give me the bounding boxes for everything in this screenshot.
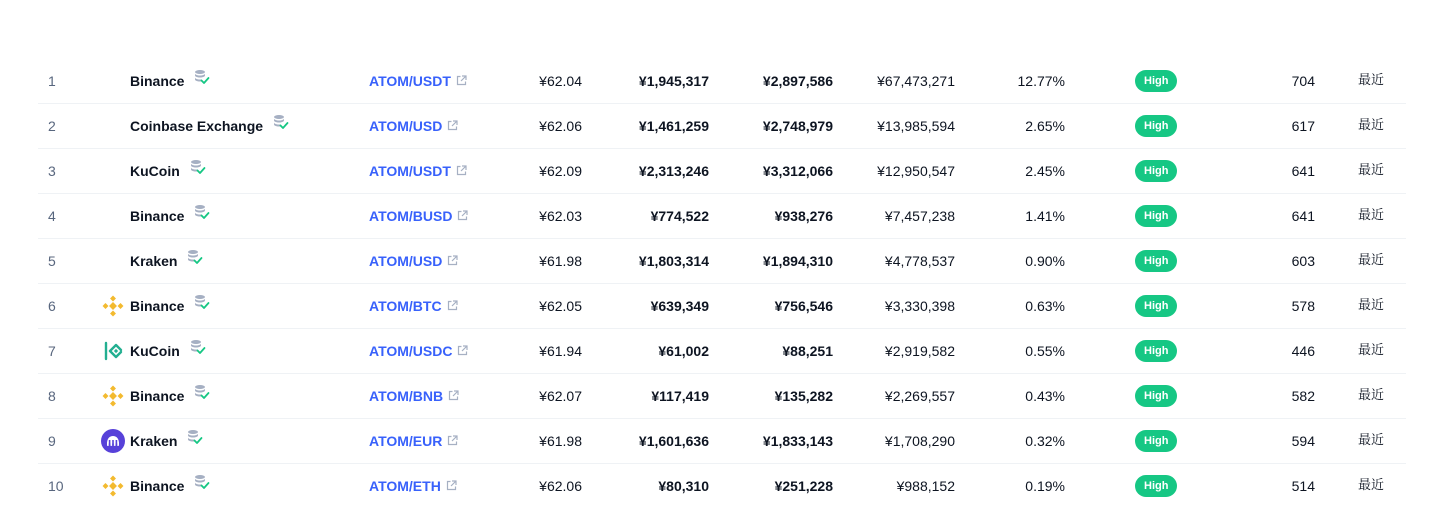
confidence-cell — [1135, 419, 1177, 463]
table-row[interactable] — [38, 329, 1406, 374]
confidence-cell — [1135, 149, 1177, 193]
table-row[interactable] — [38, 374, 1406, 419]
confidence-cell — [1135, 59, 1177, 103]
exchange-name[interactable]: Binance — [130, 298, 185, 314]
pair-link[interactable] — [369, 59, 467, 103]
table-row[interactable] — [38, 284, 1406, 329]
depth-plus-2pct-cell: ¥1,803,314 — [638, 253, 709, 269]
exchange-name[interactable]: Binance — [130, 73, 185, 89]
verified-exchange-icon — [192, 59, 210, 103]
pair-label[interactable]: ATOM/BNB — [369, 388, 444, 404]
volume-24h-cell: ¥7,457,238 — [884, 208, 955, 224]
exchange-name-cell[interactable] — [130, 194, 210, 238]
updated-cell: 最近 — [1357, 253, 1384, 268]
table-row[interactable] — [38, 464, 1406, 509]
depth-plus-2pct-cell: ¥2,313,246 — [638, 163, 709, 179]
pair-label[interactable]: ATOM/USDC — [369, 343, 453, 359]
binance-logo-icon — [101, 474, 125, 498]
confidence-badge: High — [1135, 160, 1177, 182]
rank-cell: 2 — [48, 118, 56, 134]
rank-cell: 7 — [48, 343, 56, 359]
rank-cell: 4 — [48, 208, 56, 224]
table-row[interactable] — [38, 239, 1406, 284]
external-link-icon[interactable] — [448, 374, 459, 418]
depth-minus-2pct-cell: ¥2,897,586 — [762, 73, 833, 89]
verified-exchange-icon — [188, 149, 206, 193]
volume-24h-cell: ¥4,778,537 — [884, 253, 955, 269]
depth-minus-2pct-cell: ¥938,276 — [774, 208, 833, 224]
exchange-name-cell[interactable] — [130, 104, 289, 148]
rank-cell: 1 — [48, 73, 56, 89]
liquidity-score-cell: 446 — [1291, 343, 1315, 359]
volume-percent-cell: 1.41% — [1025, 208, 1065, 224]
volume-24h-cell: ¥12,950,547 — [877, 163, 955, 179]
rank-cell: 8 — [48, 388, 56, 404]
liquidity-score-cell: 704 — [1291, 73, 1315, 89]
liquidity-score-cell: 594 — [1291, 433, 1315, 449]
pair-link[interactable] — [369, 329, 468, 373]
pair-label[interactable]: ATOM/BUSD — [369, 208, 453, 224]
confidence-badge: High — [1135, 340, 1177, 362]
exchange-name[interactable]: Kraken — [130, 253, 178, 269]
pair-link[interactable] — [369, 419, 458, 463]
exchange-name-cell[interactable] — [130, 149, 206, 193]
volume-percent-cell: 12.77% — [1017, 73, 1065, 89]
pair-link[interactable] — [369, 374, 459, 418]
markets-table — [38, 59, 1406, 509]
verified-exchange-icon — [188, 329, 206, 373]
exchange-name[interactable]: Binance — [130, 478, 185, 494]
updated-cell: 最近 — [1357, 208, 1384, 223]
confidence-badge: High — [1135, 385, 1177, 407]
exchange-name[interactable]: KuCoin — [130, 343, 180, 359]
depth-plus-2pct-cell: ¥1,601,636 — [638, 433, 709, 449]
exchange-name[interactable]: KuCoin — [130, 163, 180, 179]
depth-plus-2pct-cell: ¥61,002 — [658, 343, 709, 359]
verified-exchange-icon — [192, 374, 210, 418]
exchange-logo[interactable] — [101, 329, 125, 373]
verified-exchange-icon — [192, 194, 210, 238]
exchange-logo[interactable] — [101, 194, 125, 238]
pair-label[interactable]: ATOM/BTC — [369, 298, 442, 314]
confidence-badge: High — [1135, 430, 1177, 452]
exchange-logo[interactable] — [101, 239, 125, 283]
volume-24h-cell: ¥3,330,398 — [884, 298, 955, 314]
depth-plus-2pct-cell: ¥1,945,317 — [638, 73, 709, 89]
volume-24h-cell: ¥1,708,290 — [884, 433, 955, 449]
updated-cell: 最近 — [1357, 118, 1384, 133]
depth-plus-2pct-cell: ¥80,310 — [658, 478, 709, 494]
volume-24h-cell: ¥67,473,271 — [877, 73, 955, 89]
exchange-logo[interactable] — [101, 149, 125, 193]
volume-percent-cell: 0.19% — [1025, 478, 1065, 494]
liquidity-score-cell: 641 — [1291, 208, 1315, 224]
rank-cell: 10 — [48, 478, 64, 494]
volume-24h-cell: ¥2,919,582 — [884, 343, 955, 359]
liquidity-score-cell: 603 — [1291, 253, 1315, 269]
exchange-name[interactable]: Binance — [130, 388, 185, 404]
confidence-badge: High — [1135, 70, 1177, 92]
verified-exchange-icon — [185, 239, 203, 283]
updated-cell: 最近 — [1357, 433, 1384, 448]
depth-minus-2pct-cell: ¥1,894,310 — [762, 253, 833, 269]
updated-cell: 最近 — [1357, 163, 1384, 178]
depth-minus-2pct-cell: ¥756,546 — [774, 298, 833, 314]
confidence-badge: High — [1135, 250, 1177, 272]
volume-percent-cell: 0.32% — [1025, 433, 1065, 449]
exchange-name-cell[interactable] — [130, 329, 206, 373]
exchange-name[interactable]: Kraken — [130, 433, 178, 449]
depth-minus-2pct-cell: ¥3,312,066 — [762, 163, 833, 179]
exchange-name-cell[interactable] — [130, 239, 203, 283]
pair-label[interactable]: ATOM/USD — [369, 253, 443, 269]
exchange-name[interactable]: Binance — [130, 208, 185, 224]
exchange-name-cell[interactable] — [130, 59, 210, 103]
price-cell: ¥62.06 — [539, 478, 582, 494]
pair-label[interactable]: ATOM/USDT — [369, 163, 451, 179]
table-row[interactable] — [38, 419, 1406, 464]
pair-link[interactable] — [369, 194, 468, 238]
confidence-badge: High — [1135, 115, 1177, 137]
binance-logo-icon — [101, 384, 125, 408]
external-link-icon[interactable] — [457, 194, 468, 238]
price-cell: ¥61.98 — [539, 433, 582, 449]
kraken-logo-icon — [101, 429, 125, 453]
volume-24h-cell: ¥13,985,594 — [877, 118, 955, 134]
pair-label[interactable]: ATOM/USD — [369, 118, 443, 134]
updated-cell: 最近 — [1357, 73, 1384, 88]
rank-cell: 9 — [48, 433, 56, 449]
depth-minus-2pct-cell: ¥88,251 — [782, 343, 833, 359]
external-link-icon[interactable] — [447, 239, 458, 283]
pair-link[interactable] — [369, 104, 458, 148]
verified-exchange-icon — [192, 464, 210, 508]
confidence-cell — [1135, 374, 1177, 418]
exchange-name-cell[interactable] — [130, 464, 210, 508]
updated-cell: 最近 — [1357, 298, 1384, 313]
volume-percent-cell: 2.45% — [1025, 163, 1065, 179]
depth-plus-2pct-cell: ¥774,522 — [650, 208, 709, 224]
kucoin-logo-icon — [101, 339, 125, 363]
depth-minus-2pct-cell: ¥2,748,979 — [762, 118, 833, 134]
depth-minus-2pct-cell: ¥135,282 — [774, 388, 833, 404]
updated-cell: 最近 — [1357, 343, 1384, 358]
exchange-name-cell[interactable] — [130, 419, 203, 463]
exchange-logo[interactable] — [101, 59, 125, 103]
liquidity-score-cell: 641 — [1291, 163, 1315, 179]
exchange-name[interactable]: Coinbase Exchange — [130, 118, 264, 134]
table-row[interactable] — [38, 104, 1406, 149]
pair-label[interactable]: ATOM/EUR — [369, 433, 443, 449]
depth-plus-2pct-cell: ¥639,349 — [650, 298, 709, 314]
volume-percent-cell: 0.63% — [1025, 298, 1065, 314]
volume-percent-cell: 0.55% — [1025, 343, 1065, 359]
verified-exchange-icon — [192, 284, 210, 328]
liquidity-score-cell: 578 — [1291, 298, 1315, 314]
price-cell: ¥61.94 — [539, 343, 582, 359]
volume-percent-cell: 0.43% — [1025, 388, 1065, 404]
pair-link[interactable] — [369, 284, 458, 328]
exchange-name-cell[interactable] — [130, 374, 210, 418]
exchange-logo[interactable] — [101, 104, 125, 148]
pair-label[interactable]: ATOM/USDT — [369, 73, 451, 89]
confidence-badge: High — [1135, 475, 1177, 497]
rank-cell: 6 — [48, 298, 56, 314]
rank-cell: 3 — [48, 163, 56, 179]
pair-link[interactable] — [369, 149, 467, 193]
binance-logo-icon — [101, 294, 125, 318]
exchange-name-cell[interactable] — [130, 284, 210, 328]
price-cell: ¥62.05 — [539, 298, 582, 314]
updated-cell: 最近 — [1357, 478, 1384, 493]
external-link-icon[interactable] — [446, 464, 457, 508]
updated-cell: 最近 — [1357, 388, 1384, 403]
table-row[interactable] — [38, 59, 1406, 104]
verified-exchange-icon — [185, 419, 203, 463]
confidence-cell — [1135, 329, 1177, 373]
liquidity-score-cell: 582 — [1291, 388, 1315, 404]
external-link-icon[interactable] — [457, 329, 468, 373]
confidence-cell — [1135, 284, 1177, 328]
depth-plus-2pct-cell: ¥117,419 — [651, 388, 709, 404]
pair-label[interactable]: ATOM/ETH — [369, 478, 441, 494]
table-row[interactable] — [38, 149, 1406, 194]
confidence-cell — [1135, 464, 1177, 508]
confidence-cell — [1135, 104, 1177, 148]
price-cell: ¥62.03 — [539, 208, 582, 224]
exchange-logo[interactable] — [101, 419, 125, 463]
confidence-badge: High — [1135, 295, 1177, 317]
volume-percent-cell: 0.90% — [1025, 253, 1065, 269]
external-link-icon[interactable] — [447, 284, 458, 328]
exchange-logo[interactable] — [101, 464, 125, 508]
verified-exchange-icon — [271, 104, 289, 148]
external-link-icon[interactable] — [447, 104, 458, 148]
exchange-logo[interactable] — [101, 284, 125, 328]
price-cell: ¥62.09 — [539, 163, 582, 179]
exchange-logo[interactable] — [101, 374, 125, 418]
depth-minus-2pct-cell: ¥251,228 — [774, 478, 833, 494]
confidence-cell — [1135, 239, 1177, 283]
confidence-badge: High — [1135, 205, 1177, 227]
liquidity-score-cell: 514 — [1291, 478, 1315, 494]
table-row[interactable] — [38, 194, 1406, 239]
pair-link[interactable] — [369, 239, 458, 283]
volume-24h-cell: ¥988,152 — [896, 478, 955, 494]
confidence-cell — [1135, 194, 1177, 238]
liquidity-score-cell: 617 — [1291, 118, 1315, 134]
external-link-icon[interactable] — [456, 149, 467, 193]
depth-minus-2pct-cell: ¥1,833,143 — [762, 433, 833, 449]
price-cell: ¥62.04 — [539, 73, 582, 89]
external-link-icon[interactable] — [447, 419, 458, 463]
pair-link[interactable] — [369, 464, 457, 508]
price-cell: ¥61.98 — [539, 253, 582, 269]
price-cell: ¥62.06 — [539, 118, 582, 134]
rank-cell: 5 — [48, 253, 56, 269]
volume-24h-cell: ¥2,269,557 — [884, 388, 955, 404]
volume-percent-cell: 2.65% — [1025, 118, 1065, 134]
price-cell: ¥62.07 — [539, 388, 582, 404]
depth-plus-2pct-cell: ¥1,461,259 — [638, 118, 709, 134]
external-link-icon[interactable] — [456, 59, 467, 103]
